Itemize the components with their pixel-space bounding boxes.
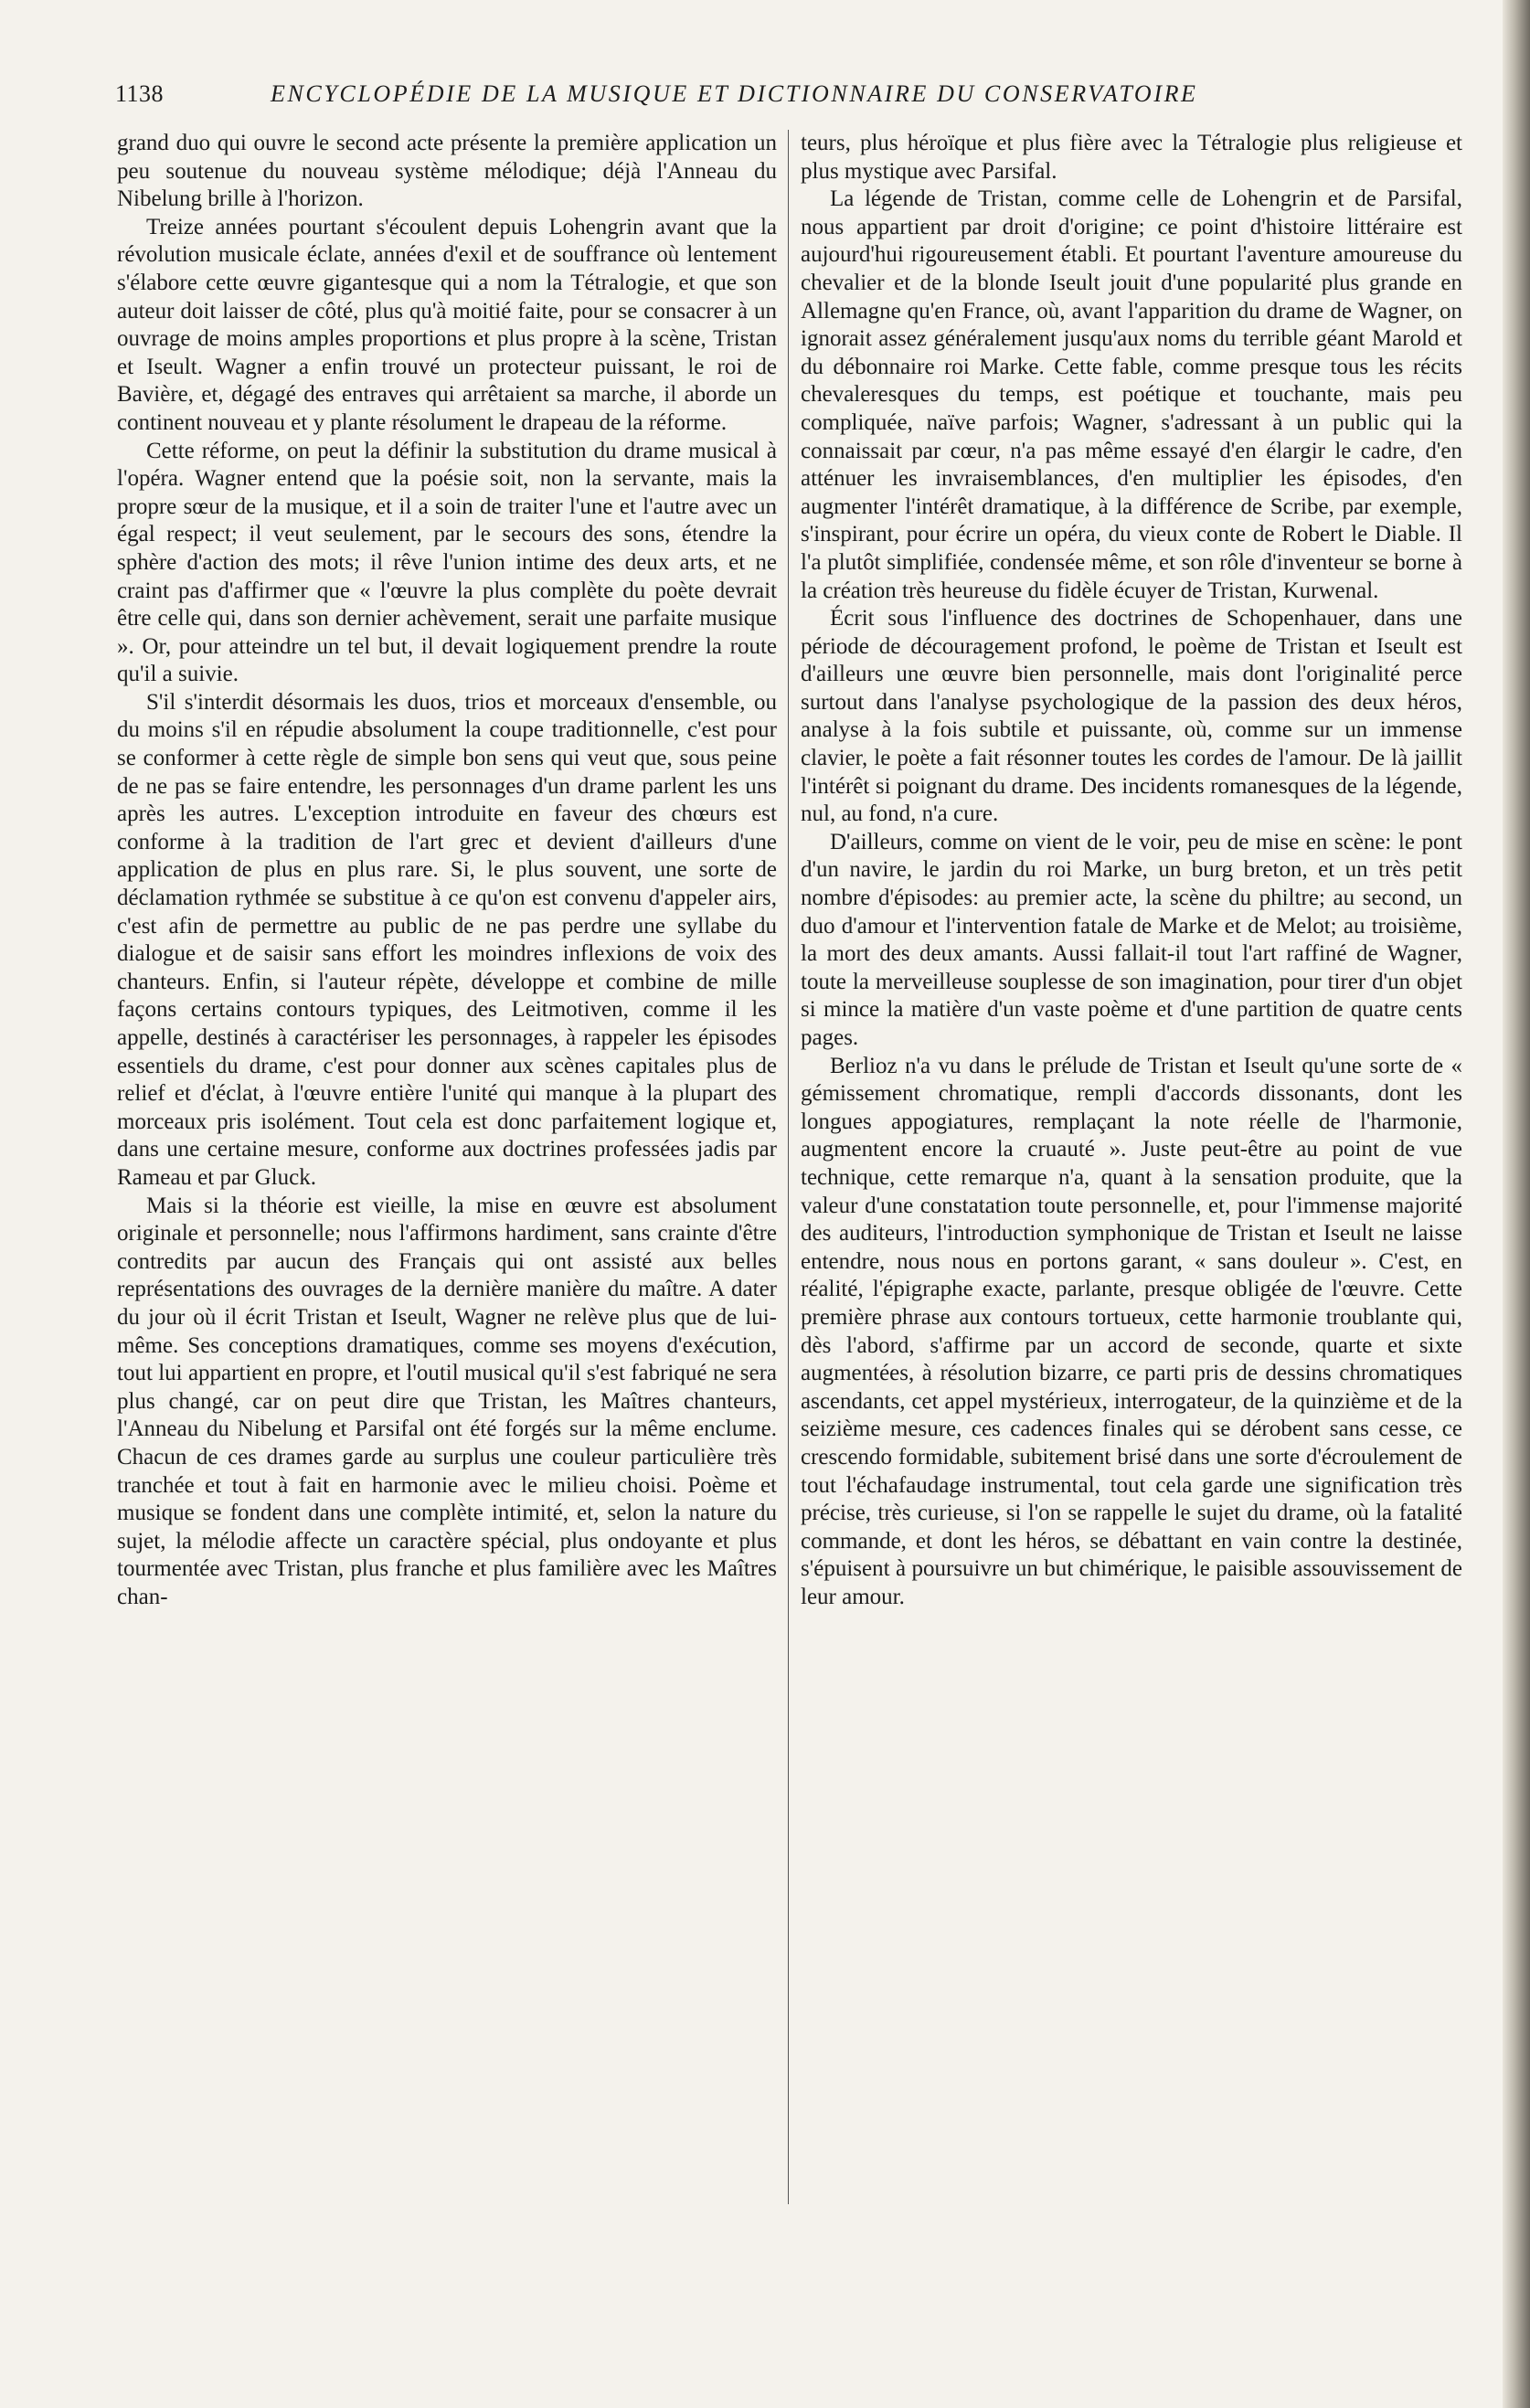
paragraph: Treize années pourtant s'écoulent depuis Lohengrin avant que la révolution musicale éclate, années d'exil et de souffrance où lentement s'élabore cette œuvre gigantesque qui a nom la Tétralogie, et que son auteur doit laisser de côté, plus qu'à moitié faite, pour se consacrer à un ouvrage de moins amples proportions et plus propre à la scène, Tristan et Iseult. Wagner a enfin trouvé un protecteur puissant, le roi de Bavière, et, dégagé des entraves qui arrêtaient sa marche, il aborde un continent nouveau et y plante résolument le drapeau de la réforme. [117, 214, 777, 435]
column-divider [788, 130, 789, 2204]
paragraph: Mais si la théorie est vieille, la mise en œuvre est absolument originale et personnelle; nous l'affirmons hardiment, sans crainte d'être contredits par aucun des Français qui ont assisté aux belles représentations des ouvrages de la dernière manière du maître. A dater du jour où il écrit Tristan et Iseult, Wagner ne relève plus que de lui-même. Ses conceptions dramatiques, comme ses moyens d'exécution, tout lui appartient en propre, et l'outil musical qu'il s'est fabriqué ne sera plus changé, car on peut dire que Tristan, les Maîtres chanteurs, l'Anneau du Nibelung et Parsifal ont été forgés sur la même enclume. Chacun de ces drames garde au surplus une couleur particulière très tranchée et tout à fait en harmonie avec le milieu choisi. Poème et musique se fondent dans une complète intimité, et, selon la nature du sujet, la mélodie affecte un caractère spécial, plus ondoyante et plus tourmentée avec Tristan, plus franche et plus familière avec les Maîtres chan- [117, 1193, 777, 1609]
page-header [115, 80, 1305, 111]
paragraph: Écrit sous l'influence des doctrines de Schopenhauer, dans une période de découragement profond, le poème de Tristan et Iseult est d'ailleurs une œuvre bien personnelle, mais dont l'originalité perce surtout dans l'analyse psychologique de la passion des deux héros, analyse à la fois subtile et puissante, où, comme sur un immense clavier, le poète a fait résonner toutes les cordes de l'amour. De là jaillit l'intérêt si poignant du drame. Des incidents romanesques de la légende, nul, au fond, n'a cure. [801, 606, 1462, 827]
page-number: 1138 [115, 80, 165, 107]
left-column [117, 130, 777, 1611]
running-title: ENCYCLOPÉDIE DE LA MUSIQUE ET DICTIONNAIRE DU CONSERVATOIRE [271, 80, 1198, 107]
paragraph: Cette réforme, on peut la définir la substitution du drame musical à l'opéra. Wagner entend que la poésie soit, non la servante, mais la propre sœur de la musique, et il a soin de traiter l'une et l'autre avec un égal respect; il veut seulement, par le secours des sons, étendre la sphère d'action des mots; il rêve l'union intime des deux arts, et ne craint pas d'affirmer que « l'œuvre la plus complète du poète devrait être celle qui, dans son dernier achèvement, serait une parfaite musique ». Or, pour atteindre un tel but, il devait logiquement prendre la route qu'il a suivie. [117, 438, 777, 687]
right-column [801, 130, 1462, 1611]
paragraph: teurs, plus héroïque et plus fière avec la Tétralogie plus religieuse et plus mystique avec Parsifal. [801, 131, 1462, 184]
paragraph: grand duo qui ouvre le second acte présente la première application un peu soutenue du nouveau système mélodique; déjà l'Anneau du Nibelung brille à l'horizon. [117, 131, 777, 212]
paragraph: Berlioz n'a vu dans le prélude de Tristan et Iseult qu'une sorte de « gémissement chromatique, rempli d'accords dissonants, dont les longues appogiatures, remplaçant la note réelle de l'harmonie, augmentent encore la cruauté ». Juste peut-être au point de vue technique, cette remarque n'a, quant à la sensation produite, que la valeur d'une constatation toute personnelle, et, pour l'immense majorité des auditeurs, l'introduction symphonique de Tristan et Iseult ne laisse entendre, nous nous en portons garant, « sans douleur ». C'est, en réalité, l'épigraphe exacte, parlante, presque obligée de l'œuvre. Cette première phrase aux contours tortueux, cette harmonie troublante qui, dès l'abord, s'affirme par un accord de seconde, quarte et sixte augmentées, à résolution bizarre, ce parti pris de dessins chromatiques ascendants, cet appel mystérieux, interrogateur, de la quinzième et de la seizième mesure, ces cadences finales qui se dérobent sans cesse, ce crescendo formidable, subitement brisé dans une sorte d'écroulement de tout l'échafaudage instrumental, tout cela garde une signification très précise, très curieuse, si l'on se rappelle le sujet du drame, où la fatalité commande, et dont les héros, se débattant en vain contre la destinée, s'épuisent à poursuivre un but chimérique, le paisible assouvissement de leur amour. [801, 1053, 1462, 1609]
paragraph: D'ailleurs, comme on vient de le voir, peu de mise en scène: le pont d'un navire, le jardin du roi Marke, un burg breton, et un très petit nombre d'épisodes: au premier acte, la scène du philtre; au second, un duo d'amour et l'intervention fatale de Marke et de Melot; au troisième, la mort des deux amants. Aussi fallait-il tout l'art raffiné de Wagner, toute la merveilleuse souplesse de son imagination, pour tirer d'un objet si mince la matière d'un vaste poème et d'une partition de quatre cents pages. [801, 829, 1462, 1050]
paragraph: La légende de Tristan, comme celle de Lohengrin et de Parsifal, nous appartient par droit d'origine; ce point d'histoire littéraire est aujourd'hui rigoureusement établi. Et pourtant l'aventure amoureuse du chevalier et de la blonde Iseult jouit d'une popularité plus grande en Allemagne qu'en France, où, avant l'apparition du drame de Wagner, on ignorait assez généralement jusqu'aux noms du terrible géant Marold et du débonnaire roi Marke. Cette fable, comme presque tous les récits chevaleresques du temps, est poétique et touchante, mais peu compliquée, naïve parfois; Wagner, s'adressant à un public qui la connaissait par cœur, n'a pas même essayé d'en élargir le cadre, d'en atténuer les invraisemblances, d'en multiplier les épisodes, d'en augmenter l'intérêt dramatique, à la différence de Scribe, par exemple, s'inspirant, pour écrire un opéra, du vieux conte de Robert le Diable. Il l'a plutôt simplifiée, condensée même, et son rôle d'inventeur se borne à la création très heureuse du fidèle écuyer de Tristan, Kurwenal. [801, 186, 1462, 603]
paragraph: S'il s'interdit désormais les duos, trios et morceaux d'ensemble, ou du moins s'il en répudie absolument la coupe traditionnelle, c'est pour se conformer à cette règle de simple bon sens qui veut que, sous peine de ne pas se faire entendre, les personnages d'un drame parlent les uns après les autres. L'exception introduite en faveur des chœurs est conforme à la tradition de l'art grec et devient d'ailleurs d'une application de plus en plus rare. Si, le plus souvent, une sorte de déclamation rythmée se substitue à ce qu'on est convenu d'appeler airs, c'est afin de permettre au public de ne pas perdre une syllabe du dialogue et de saisir sans effort les moindres inflexions de voix des chanteurs. Enfin, si l'auteur répète, développe et combine de mille façons certains contours typiques, des Leitmotiven, comme il les appelle, destinés à caractériser les personnages, à rappeler les épisodes essentiels du drame, c'est pour donner aux scènes capitales plus de relief et d'éclat, à l'œuvre entière l'unité qui manque à la plupart des morceaux pris isolément. Tout cela est donc parfaitement logique et, dans une certaine mesure, conforme aux doctrines professées jadis par Rameau et par Gluck. [117, 689, 777, 1190]
page-binding-edge [1503, 0, 1530, 2408]
